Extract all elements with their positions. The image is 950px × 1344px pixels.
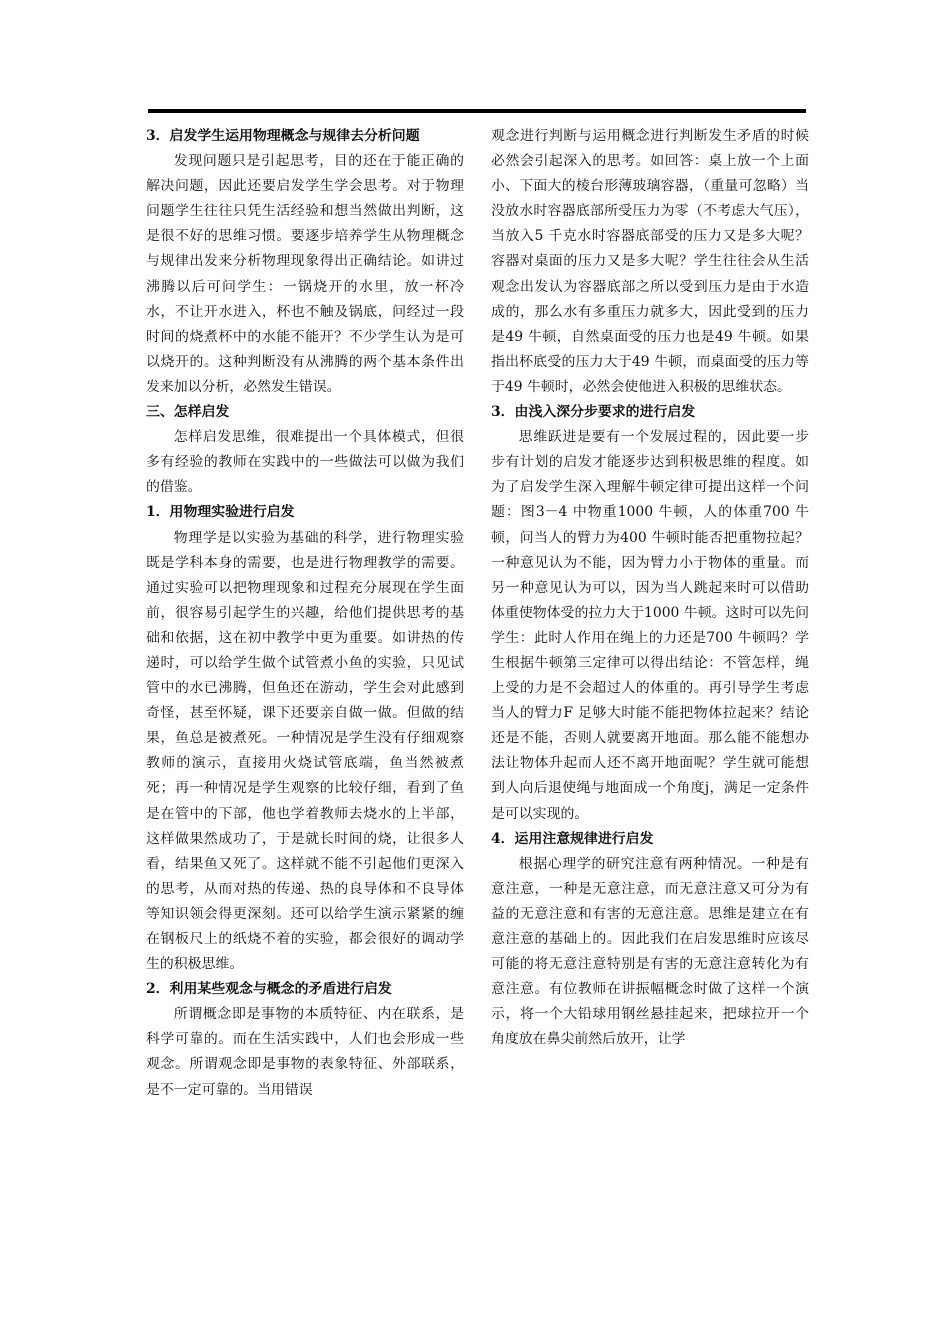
heading-how-to-inspire: 三、怎样启发 (146, 404, 230, 421)
right-column (491, 124, 809, 1052)
paragraph-experiment: 物理学是以实验为基础的科学，进行物理实验既是学科本身的需要，也是进行物理教学的需要。通过实验可以把物理现象和过程充分展现在学生面前，很容易引起学生的兴趣，给他们提供思考的基础和依据，这在初中教学中更为重要。如讲热的传递时，可以给学生做个试管煮小鱼的实验，只见试管中的水已沸腾，但鱼还在游动，学生会对此感到奇怪，甚至怀疑，课下还要亲自做一做。但做的结果，鱼总是被煮死。一种情况是学生没有仔细观察教师的演示，直接用火烧试管底端，鱼当然被煮死；再一种情况是学生观察的比较仔细，看到了鱼是在管中的下部，他也学着教师去烧水的上半部，这样做果然成功了，于是就长时间的烧，让很多人看，结果鱼又死了。这样就不能不引起他们更深入的思考，从而对热的传递、热的良导体和不良导体等知识领会得更深刻。还可以给学生演示紧紧的缠在钢板尺上的纸烧不着的实验，都会很好的调动学生的积极思维。 (146, 529, 464, 973)
heading-experiment: 1．用物理实验进行启发 (146, 504, 295, 521)
heading-stepwise: 3．由浅入深分步要求的进行启发 (491, 404, 696, 421)
heading-contradiction: 2．利用某些观念与概念的矛盾进行启发 (146, 981, 392, 998)
header-rule (148, 109, 806, 113)
paragraph-contradiction-continued: 观念进行判断与运用概念进行判断发生矛盾的时候必然会引起深入的思考。如回答：桌上放一个上面小、下面大的棱台形薄玻璃容器，（重量可忽略）当没放水时容器底部所受压力为零（不考虑大气压），当放入5 千克水时容器底部受的压力又是多大呢？容器对桌面的压力又是多大呢？学生往往会从生活观念出发认为容器底部之所以受到压力是由于水造成的，那么水有多重压力就多大，因此受到的压力是49 牛顿，自然桌面受的压力也是49 牛顿。如果指出杯底受的压力大于49 牛顿，而桌面受的压力等于49 牛顿时，必然会使他进入积极的思维状态。 (491, 128, 809, 395)
paragraph-analyze-problems: 发现问题只是引起思考，目的还在于能正确的解决问题，因此还要启发学生学会思考。对于物理问题学生往往只凭生活经验和想当然做出判断，这是很不好的思维习惯。要逐步培养学生从物理概念与规律出发来分析物理现象得出正确结论。如讲过沸腾以后可问学生：一锅烧开的水里，放一杯冷水，不让开水进入，杯也不触及锅底，问经过一段时间的烧煮杯中的水能不能开？不少学生认为是可以烧开的。这种判断没有从沸腾的两个基本条件出发来加以分析，必然发生错误。 (146, 153, 464, 395)
heading-attention: 4．运用注意规律进行启发 (491, 830, 654, 847)
paragraph-stepwise: 思维跃进是要有一个发展过程的，因此要一步步有计划的启发才能逐步达到积极思维的程度。如为了启发学生深入理解牛顿定律可提出这样一个问题：图3－4 中物重1000 牛顿，人的体重700 牛顿，问当人的臂力为400 牛顿时能否把重物拉起？一种意见认为不能，因为臂力小于物体的重量。而另一种意见认为可以，因为当人跳起来时可以借助体重使物体受的拉力大于1000 牛顿。这时可以先问学生：此时人作用在绳上的力还是700 牛顿吗？学生根据牛顿第三定律可以得出结论：不管怎样，绳上受的力是不会超过人的体重的。再引导学生考虑当人的臂力F 足够大时能不能把物体拉起来？结论还是不能，否则人就要离开地面。那么能不能想办法让物体升起而人还不离开地面呢？学生就可能想到人向后退使绳与地面成一个角度j，满足一定条件是可以实现的。 (491, 429, 809, 822)
paragraph-how-to-inspire: 怎样启发思维，很难提出一个具体模式，但很多有经验的教师在实践中的一些做法可以做为我们的借鉴。 (146, 429, 464, 496)
left-column (146, 124, 464, 1103)
paragraph-contradiction: 所谓概念即是事物的本质特征、内在联系，是科学可靠的。而在生活实践中，人们也会形成一些观念。所谓观念即是事物的表象特征、外部联系，是不一定可靠的。当用错误 (146, 1006, 464, 1098)
heading-analyze-problems: 3．启发学生运用物理概念与规律去分析问题 (146, 128, 420, 144)
paragraph-attention: 根据心理学的研究注意有两种情况。一种是有意注意，一种是无意注意，而无意注意又可分为有益的无意注意和有害的无意注意。思维是建立在有意注意的基础上的。因此我们在启发思维时应该尽可能的将无意注意特别是有害的无意注意转化为有意注意。有位教师在讲振幅概念时做了这样一个演示，将一个大铅球用钢丝悬挂起来，把球拉开一个角度放在鼻尖前然后放开，让学 (491, 855, 809, 1048)
